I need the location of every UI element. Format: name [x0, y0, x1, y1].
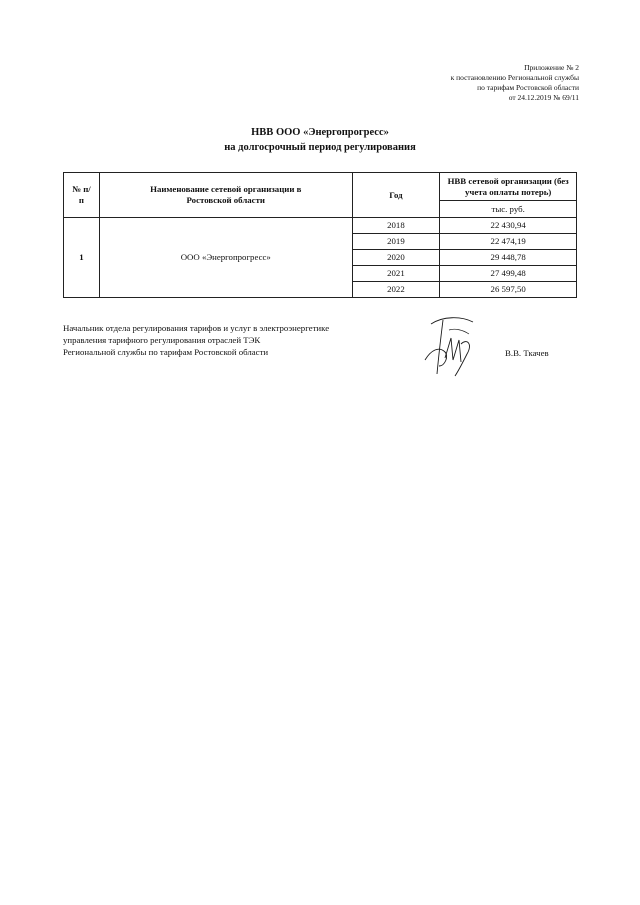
title-line-2: на долгосрочный период регулирования: [224, 142, 416, 153]
header-year: Год: [352, 173, 440, 218]
year-cell: 2019: [352, 234, 440, 250]
footer-line-2: управления тарифного регулирования отраслей ТЭК: [63, 335, 261, 345]
table-header-row: [64, 173, 577, 201]
year-cell: 2022: [352, 282, 440, 298]
year-cell: 2020: [352, 250, 440, 266]
footer-line-3: Региональной службы по тарифам Ростовской области: [63, 347, 269, 357]
value-cell: 27 499,48: [440, 266, 577, 282]
signer-name: В.В. Ткачев: [505, 348, 549, 358]
appendix-line-1: Приложение № 2: [524, 63, 579, 72]
appendix-block: [451, 63, 579, 103]
signature-icon: [421, 310, 477, 382]
document-title: [0, 125, 640, 155]
title-line-1: НВВ ООО «Энергопрогресс»: [251, 127, 389, 138]
header-org: Наименование сетевой организации в Ростовской области: [99, 173, 352, 218]
appendix-line-3: по тарифам Ростовской области: [477, 83, 579, 92]
table-row: [64, 218, 577, 234]
header-num: № п/п: [64, 173, 100, 218]
year-cell: 2021: [352, 266, 440, 282]
year-cell: 2018: [352, 218, 440, 234]
appendix-line-4: от 24.12.2019 № 69/11: [508, 93, 579, 102]
value-cell: 22 430,94: [440, 218, 577, 234]
row-org: ООО «Энергопрогресс»: [99, 218, 352, 298]
nvv-table: [63, 172, 577, 298]
footer-block: [63, 322, 329, 358]
appendix-line-2: к постановлению Региональной службы: [450, 73, 579, 82]
header-nvv: НВВ сетевой организации (без учета оплаты потерь): [440, 173, 577, 201]
value-cell: 26 597,50: [440, 282, 577, 298]
footer-line-1: Начальник отдела регулирования тарифов и услуг в электроэнергетике: [63, 323, 330, 333]
header-unit: тыс. руб.: [440, 201, 577, 218]
value-cell: 29 448,78: [440, 250, 577, 266]
row-num: 1: [64, 218, 100, 298]
value-cell: 22 474,19: [440, 234, 577, 250]
